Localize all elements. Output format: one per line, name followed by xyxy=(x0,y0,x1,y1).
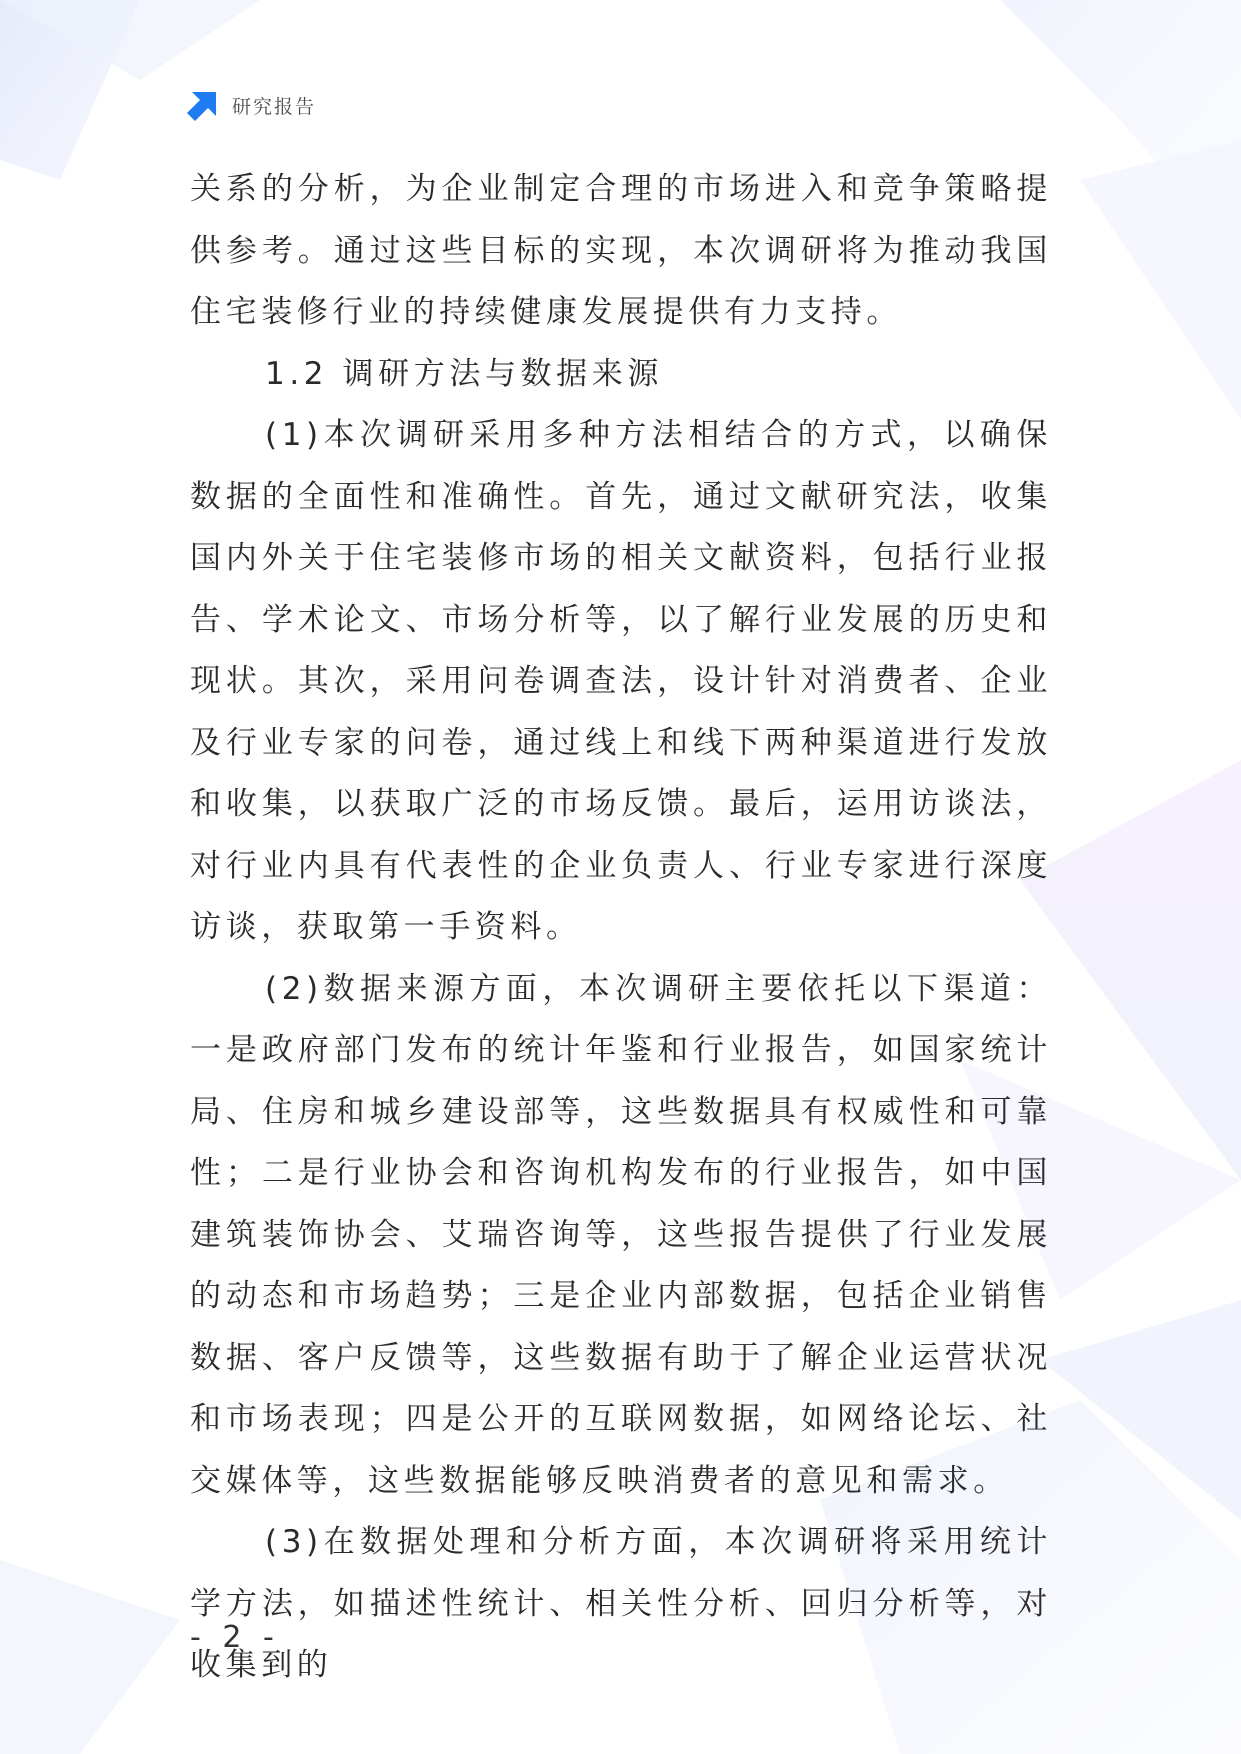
header-title: 研究报告 xyxy=(232,95,317,118)
arrow-up-right-icon xyxy=(186,88,220,122)
section-heading: 1.2 调研方法与数据来源 xyxy=(265,355,663,392)
document-body xyxy=(190,159,1052,1697)
paragraph-analysis: (3)在数据处理和分析方面，本次调研将采用统计学方法，如描述性统计、相关性分析、回归分析等，对收集到的 xyxy=(190,1524,1052,1683)
report-header xyxy=(186,88,316,122)
paragraph-methods: (1)本次调研采用多种方法相结合的方式，以确保数据的全面性和准确性。首先，通过文献研究法，收集国内外关于住宅装修市场的相关文献资料，包括行业报告、学术论文、市场分析等，以了解行业发展的历史和现状。其次，采用问卷调查法，设计针对消费者、企业及行业专家的问卷，通过线上和线下两种渠道进行发放和收集，以获取广泛的市场反馈。最后，运用访谈法，对行业内具有代表性的企业负责人、行业专家进行深度访谈，获取第一手资料。 xyxy=(190,417,1052,945)
page-number: - 2 - xyxy=(190,1620,280,1655)
paragraph-data-sources: (2)数据来源方面，本次调研主要依托以下渠道：一是政府部门发布的统计年鉴和行业报告，如国家统计局、住房和城乡建设部等，这些数据具有权威性和可靠性；二是行业协会和咨询机构发布的行业报告，如中国建筑装饰协会、艾瑞咨询等，这些报告提供了行业发展的动态和市场趋势；三是企业内部数据，包括企业销售数据、客户反馈等，这些数据有助于了解企业运营状况和市场表现；四是公开的互联网数据，如网络论坛、社交媒体等，这些数据能够反映消费者的意见和需求。 xyxy=(190,970,1052,1499)
paragraph-intro-continued: 关系的分析，为企业制定合理的市场进入和竞争策略提供参考。通过这些目标的实现，本次调研将为推动我国住宅装修行业的持续健康发展提供有力支持。 xyxy=(190,171,1052,330)
